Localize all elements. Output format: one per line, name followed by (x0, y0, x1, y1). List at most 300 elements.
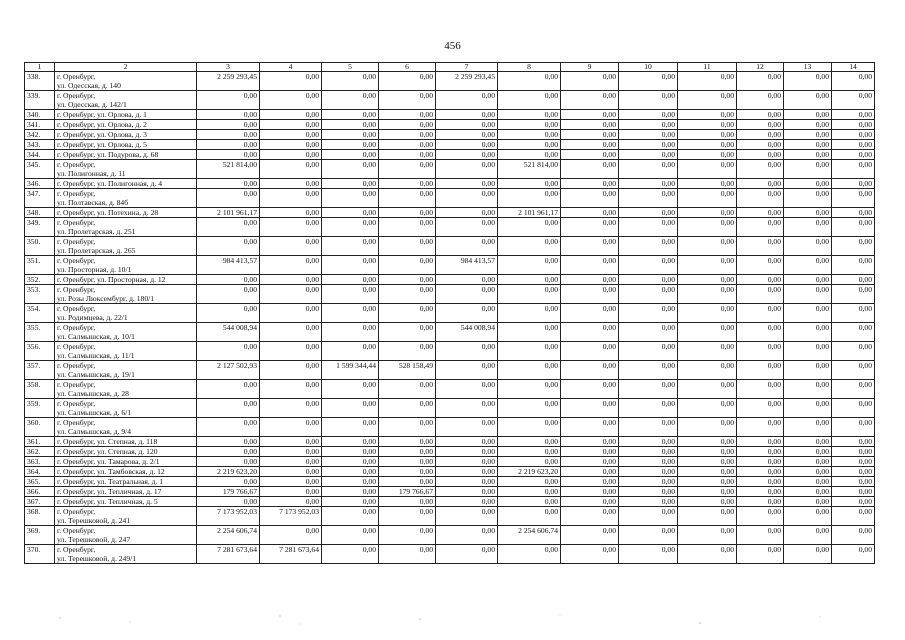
column-header: 12 (737, 63, 784, 72)
value-cell: 0,00 (436, 342, 498, 361)
value-cell: 0,00 (379, 457, 436, 467)
value-cell: 0,00 (436, 545, 498, 564)
value-cell: 0,00 (322, 497, 379, 507)
value-cell: 0,00 (737, 447, 784, 457)
address-cell (55, 399, 197, 418)
table-row (25, 72, 875, 91)
row-number: 347. (25, 189, 55, 208)
value-cell: 0,00 (737, 545, 784, 564)
value-cell: 0,00 (322, 526, 379, 545)
value-cell: 0,00 (784, 160, 832, 179)
value-cell: 0,00 (260, 457, 322, 467)
value-cell: 2 101 961,17 (197, 208, 260, 218)
value-cell: 0,00 (561, 256, 619, 275)
row-number: 356. (25, 342, 55, 361)
value-cell: 7 281 673,64 (260, 545, 322, 564)
table-row (25, 237, 875, 256)
value-cell: 0,00 (619, 150, 678, 160)
value-cell: 0,00 (322, 467, 379, 477)
value-cell: 0,00 (436, 467, 498, 477)
column-header: 10 (619, 63, 678, 72)
value-cell: 0,00 (784, 179, 832, 189)
value-cell: 0,00 (678, 218, 737, 237)
value-cell: 0,00 (498, 110, 561, 120)
address-line: г. Оренбург, (57, 285, 96, 294)
address-cell (55, 487, 197, 497)
value-cell: 0,00 (498, 399, 561, 418)
value-cell: 0,00 (561, 467, 619, 477)
address-cell (55, 160, 197, 179)
value-cell: 0,00 (619, 507, 678, 526)
value-cell: 0,00 (737, 507, 784, 526)
value-cell: 0,00 (379, 150, 436, 160)
value-cell: 0,00 (322, 208, 379, 218)
address-cell (55, 110, 197, 120)
row-number: 360. (25, 418, 55, 437)
column-header: 5 (322, 63, 379, 72)
address-line: г. Оренбург, ул. Орлова, д. 1 (57, 110, 147, 119)
address-cell (55, 285, 197, 304)
value-cell: 0,00 (561, 285, 619, 304)
address-cell (55, 208, 197, 218)
value-cell: 0,00 (832, 526, 875, 545)
value-cell: 0,00 (260, 72, 322, 91)
value-cell: 0,00 (322, 91, 379, 110)
row-number: 346. (25, 179, 55, 189)
value-cell: 0,00 (619, 237, 678, 256)
row-number: 344. (25, 150, 55, 160)
value-cell: 0,00 (678, 457, 737, 467)
row-number: 368. (25, 507, 55, 526)
value-cell: 0,00 (561, 380, 619, 399)
value-cell: 0,00 (498, 437, 561, 447)
table-row (25, 497, 875, 507)
value-cell: 2 254 606,74 (498, 526, 561, 545)
row-number: 361. (25, 437, 55, 447)
address-line: г. Оренбург, (57, 91, 96, 100)
table-header (25, 63, 875, 72)
value-cell: 0,00 (784, 323, 832, 342)
value-cell: 0,00 (832, 140, 875, 150)
address-line: г. Оренбург, ул. Тепличная, д. 17 (57, 487, 162, 496)
row-number: 339. (25, 91, 55, 110)
value-cell: 0,00 (322, 218, 379, 237)
table-row (25, 160, 875, 179)
value-cell: 0,00 (260, 467, 322, 477)
value-cell: 0,00 (322, 507, 379, 526)
value-cell: 0,00 (561, 160, 619, 179)
value-cell: 0,00 (737, 380, 784, 399)
address-line: г. Оренбург, (57, 507, 96, 516)
table-row (25, 218, 875, 237)
value-cell: 0,00 (379, 526, 436, 545)
value-cell: 0,00 (619, 120, 678, 130)
value-cell: 0,00 (678, 150, 737, 160)
value-cell: 0,00 (197, 342, 260, 361)
value-cell: 0,00 (784, 437, 832, 447)
value-cell: 0,00 (678, 323, 737, 342)
value-cell: 0,00 (737, 361, 784, 380)
address-line: ул. Розы Люксембург, д. 180/1 (57, 294, 155, 303)
row-number: 355. (25, 323, 55, 342)
value-cell: 0,00 (436, 477, 498, 487)
value-cell: 0,00 (619, 285, 678, 304)
value-cell: 0,00 (498, 150, 561, 160)
value-cell: 0,00 (498, 91, 561, 110)
table-row (25, 150, 875, 160)
value-cell: 0,00 (784, 457, 832, 467)
value-cell: 0,00 (784, 526, 832, 545)
value-cell: 0,00 (832, 130, 875, 140)
value-cell: 0,00 (561, 477, 619, 487)
value-cell: 7 173 952,03 (197, 507, 260, 526)
table-row (25, 545, 875, 564)
row-number: 338. (25, 72, 55, 91)
value-cell: 179 766,67 (379, 487, 436, 497)
value-cell: 0,00 (832, 189, 875, 208)
row-number: 358. (25, 380, 55, 399)
value-cell: 0,00 (784, 361, 832, 380)
value-cell: 0,00 (379, 497, 436, 507)
address-line: г. Оренбург, (57, 380, 96, 389)
table-row (25, 526, 875, 545)
value-cell: 0,00 (832, 418, 875, 437)
address-cell (55, 150, 197, 160)
value-cell: 0,00 (784, 91, 832, 110)
value-cell: 0,00 (498, 361, 561, 380)
table-row (25, 380, 875, 399)
value-cell: 0,00 (260, 361, 322, 380)
value-cell: 0,00 (737, 399, 784, 418)
value-cell: 0,00 (619, 110, 678, 120)
address-cell (55, 304, 197, 323)
value-cell: 0,00 (322, 150, 379, 160)
row-number: 341. (25, 120, 55, 130)
value-cell: 0,00 (379, 418, 436, 437)
address-line: ул. Родимцева, д. 22/1 (57, 313, 128, 322)
address-cell (55, 457, 197, 467)
value-cell: 0,00 (498, 140, 561, 150)
value-cell: 0,00 (784, 275, 832, 285)
value-cell: 0,00 (678, 497, 737, 507)
value-cell: 0,00 (737, 72, 784, 91)
table-row (25, 447, 875, 457)
value-cell: 0,00 (260, 91, 322, 110)
value-cell: 0,00 (678, 91, 737, 110)
value-cell: 0,00 (832, 160, 875, 179)
value-cell: 0,00 (678, 399, 737, 418)
value-cell: 0,00 (197, 399, 260, 418)
value-cell: 0,00 (436, 526, 498, 545)
value-cell: 0,00 (784, 256, 832, 275)
value-cell: 0,00 (322, 399, 379, 418)
value-cell: 0,00 (561, 110, 619, 120)
value-cell: 0,00 (379, 130, 436, 140)
value-cell: 0,00 (379, 447, 436, 457)
value-cell: 0,00 (561, 208, 619, 218)
address-line: г. Оренбург, ул. Степная, д. 120 (57, 447, 158, 456)
value-cell: 0,00 (498, 304, 561, 323)
value-cell: 0,00 (498, 342, 561, 361)
value-cell: 0,00 (832, 218, 875, 237)
value-cell: 0,00 (197, 285, 260, 304)
value-cell: 0,00 (436, 380, 498, 399)
value-cell: 0,00 (561, 507, 619, 526)
value-cell: 0,00 (498, 323, 561, 342)
value-cell: 0,00 (498, 120, 561, 130)
value-cell: 0,00 (436, 237, 498, 256)
value-cell: 0,00 (322, 130, 379, 140)
value-cell: 0,00 (737, 120, 784, 130)
table-row (25, 507, 875, 526)
value-cell: 0,00 (260, 477, 322, 487)
value-cell: 0,00 (561, 323, 619, 342)
value-cell: 0,00 (678, 526, 737, 545)
value-cell: 0,00 (436, 418, 498, 437)
value-cell: 0,00 (619, 487, 678, 497)
value-cell: 0,00 (561, 418, 619, 437)
address-line: г. Оренбург, ул. Орлова, д. 2 (57, 120, 147, 129)
value-cell: 0,00 (678, 447, 737, 457)
value-cell: 0,00 (260, 399, 322, 418)
table-row (25, 304, 875, 323)
value-cell: 0,00 (436, 457, 498, 467)
table-row (25, 256, 875, 275)
row-number: 345. (25, 160, 55, 179)
value-cell: 0,00 (260, 418, 322, 437)
address-line: ул. Терешковой, д. 241 (57, 516, 131, 525)
value-cell: 0,00 (197, 130, 260, 140)
address-cell (55, 323, 197, 342)
value-cell: 0,00 (678, 467, 737, 477)
value-cell: 0,00 (561, 150, 619, 160)
value-cell: 0,00 (436, 437, 498, 447)
address-line: г. Оренбург, ул. Тепличная, д. 5 (57, 497, 158, 506)
row-number: 364. (25, 467, 55, 477)
value-cell: 0,00 (379, 91, 436, 110)
value-cell: 0,00 (619, 218, 678, 237)
value-cell: 0,00 (379, 399, 436, 418)
address-line: г. Оренбург, (57, 160, 96, 169)
value-cell: 0,00 (737, 208, 784, 218)
address-line: г. Оренбург, ул. Театральная, д. 1 (57, 477, 164, 486)
value-cell: 0,00 (737, 218, 784, 237)
value-cell: 0,00 (784, 342, 832, 361)
value-cell: 0,00 (379, 120, 436, 130)
value-cell: 0,00 (260, 218, 322, 237)
value-cell: 0,00 (379, 477, 436, 487)
value-cell: 0,00 (260, 526, 322, 545)
value-cell: 0,00 (561, 545, 619, 564)
row-number: 366. (25, 487, 55, 497)
value-cell: 0,00 (832, 275, 875, 285)
column-header: 7 (436, 63, 498, 72)
address-line: г. Оренбург, (57, 218, 96, 227)
value-cell: 0,00 (197, 497, 260, 507)
value-cell: 0,00 (678, 380, 737, 399)
column-header: 1 (25, 63, 55, 72)
address-cell (55, 179, 197, 189)
address-cell (55, 477, 197, 487)
value-cell: 0,00 (561, 120, 619, 130)
address-line: ул. Салмышская, д. 6/1 (57, 408, 132, 417)
row-number: 365. (25, 477, 55, 487)
value-cell: 0,00 (498, 256, 561, 275)
value-cell: 0,00 (784, 477, 832, 487)
value-cell: 0,00 (619, 256, 678, 275)
table-row (25, 323, 875, 342)
value-cell: 0,00 (832, 323, 875, 342)
address-line: г. Оренбург, ул. Полигонная, д. 4 (57, 179, 163, 188)
table-row (25, 457, 875, 467)
address-line: ул. Пролетарская, д. 251 (57, 227, 136, 236)
address-line: г. Оренбург, ул. Потехина, д. 28 (57, 208, 159, 217)
value-cell: 0,00 (784, 497, 832, 507)
value-cell: 0,00 (260, 256, 322, 275)
value-cell: 0,00 (498, 447, 561, 457)
value-cell: 0,00 (737, 342, 784, 361)
value-cell: 0,00 (832, 467, 875, 477)
value-cell: 0,00 (322, 323, 379, 342)
value-cell: 0,00 (619, 447, 678, 457)
address-line: г. Оренбург, ул. Просторная, д. 12 (57, 275, 166, 284)
value-cell: 0,00 (379, 237, 436, 256)
value-cell: 0,00 (436, 487, 498, 497)
value-cell: 0,00 (197, 437, 260, 447)
value-cell: 0,00 (436, 150, 498, 160)
address-cell (55, 526, 197, 545)
value-cell: 0,00 (260, 160, 322, 179)
value-cell: 0,00 (678, 437, 737, 447)
value-cell: 0,00 (737, 130, 784, 140)
value-cell: 0,00 (436, 208, 498, 218)
value-cell: 0,00 (436, 189, 498, 208)
value-cell: 0,00 (322, 418, 379, 437)
value-cell: 0,00 (197, 140, 260, 150)
value-cell: 2 219 623,20 (197, 467, 260, 477)
value-cell: 0,00 (561, 218, 619, 237)
value-cell: 0,00 (561, 457, 619, 467)
value-cell: 0,00 (197, 477, 260, 487)
table-row (25, 91, 875, 110)
row-number: 357. (25, 361, 55, 380)
address-cell (55, 189, 197, 208)
column-header: 9 (561, 63, 619, 72)
value-cell: 0,00 (737, 457, 784, 467)
value-cell: 0,00 (832, 72, 875, 91)
address-cell (55, 418, 197, 437)
value-cell: 0,00 (436, 399, 498, 418)
address-cell (55, 91, 197, 110)
value-cell: 0,00 (197, 189, 260, 208)
row-number: 342. (25, 130, 55, 140)
value-cell: 0,00 (498, 418, 561, 437)
value-cell: 0,00 (260, 342, 322, 361)
table-row (25, 467, 875, 477)
value-cell: 0,00 (260, 497, 322, 507)
address-line: ул. Одесская, д. 142/1 (57, 100, 127, 109)
address-line: г. Оренбург, (57, 256, 96, 265)
value-cell: 0,00 (619, 189, 678, 208)
value-cell: 0,00 (678, 110, 737, 120)
value-cell: 0,00 (619, 361, 678, 380)
address-line: ул. Полтавская, д. 84б (57, 198, 129, 207)
value-cell: 0,00 (678, 487, 737, 497)
value-cell: 0,00 (619, 91, 678, 110)
table-row (25, 399, 875, 418)
value-cell: 0,00 (436, 120, 498, 130)
value-cell: 0,00 (436, 285, 498, 304)
value-cell: 984 413,57 (197, 256, 260, 275)
value-cell: 0,00 (737, 160, 784, 179)
value-cell: 0,00 (561, 342, 619, 361)
value-cell: 0,00 (784, 189, 832, 208)
value-cell: 0,00 (379, 110, 436, 120)
address-cell (55, 380, 197, 399)
address-line: ул. Терешковой, д. 249/1 (57, 554, 137, 563)
value-cell: 0,00 (197, 150, 260, 160)
value-cell: 0,00 (832, 342, 875, 361)
value-cell: 0,00 (832, 256, 875, 275)
table-row (25, 110, 875, 120)
value-cell: 0,00 (322, 160, 379, 179)
value-cell: 0,00 (498, 507, 561, 526)
value-cell: 0,00 (322, 120, 379, 130)
address-cell (55, 72, 197, 91)
value-cell: 2 259 293,45 (197, 72, 260, 91)
value-cell: 0,00 (737, 275, 784, 285)
value-cell: 0,00 (561, 447, 619, 457)
column-header: 14 (832, 63, 875, 72)
value-cell: 0,00 (436, 497, 498, 507)
address-cell (55, 237, 197, 256)
row-number: 367. (25, 497, 55, 507)
value-cell: 0,00 (197, 120, 260, 130)
value-cell: 0,00 (379, 507, 436, 526)
value-cell: 0,00 (832, 237, 875, 256)
value-cell: 0,00 (379, 189, 436, 208)
value-cell: 0,00 (379, 256, 436, 275)
table-row (25, 208, 875, 218)
value-cell: 0,00 (379, 160, 436, 179)
value-cell: 0,00 (379, 285, 436, 304)
value-cell: 0,00 (832, 380, 875, 399)
value-cell: 0,00 (619, 323, 678, 342)
value-cell: 0,00 (832, 447, 875, 457)
address-line: г. Оренбург, (57, 237, 96, 246)
value-cell: 7 173 952,03 (260, 507, 322, 526)
address-line: г. Оренбург, (57, 399, 96, 408)
value-cell: 0,00 (260, 380, 322, 399)
row-number: 348. (25, 208, 55, 218)
value-cell: 0,00 (260, 150, 322, 160)
value-cell: 0,00 (436, 130, 498, 140)
value-cell: 0,00 (619, 545, 678, 564)
value-cell: 0,00 (561, 140, 619, 150)
table-row (25, 275, 875, 285)
value-cell: 0,00 (197, 380, 260, 399)
table-row (25, 130, 875, 140)
address-line: г. Оренбург, ул. Подурова, д. 68 (57, 150, 159, 159)
address-line: ул. Салмышская, д. 28 (57, 389, 129, 398)
table-row (25, 477, 875, 487)
value-cell: 7 281 673,64 (197, 545, 260, 564)
value-cell: 0,00 (832, 457, 875, 467)
value-cell: 0,00 (737, 304, 784, 323)
value-cell: 2 254 606,74 (197, 526, 260, 545)
value-cell: 0,00 (260, 208, 322, 218)
value-cell: 1 599 344,44 (322, 361, 379, 380)
